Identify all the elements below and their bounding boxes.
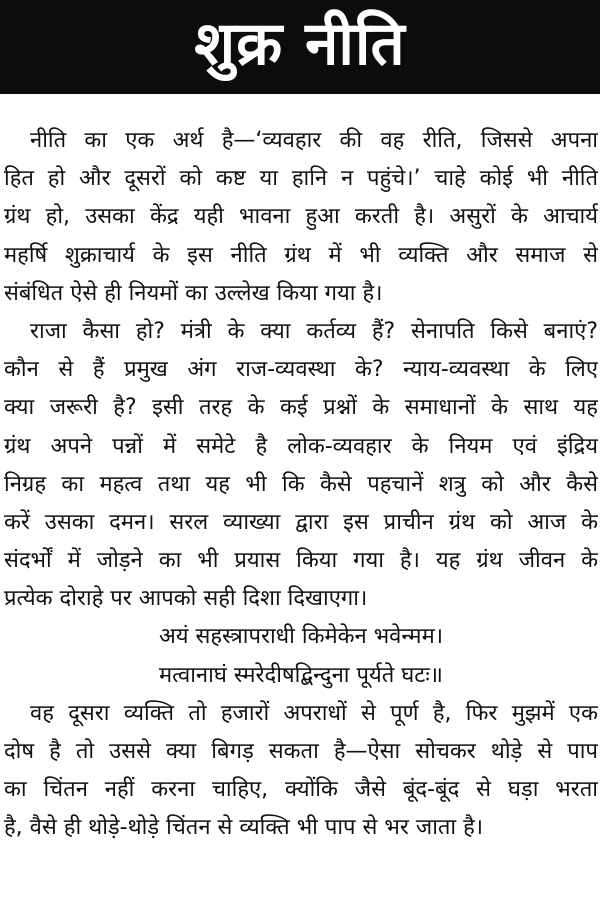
text-line: ग्रंथ अपने पन्नों में समेटे है लोक-व्यवहार के नियम एवं इंद्रिय <box>4 433 598 459</box>
text-line: संबंधित ऐसे ही नियमों का उल्लेख किया गया है। <box>4 280 383 306</box>
text-line: हित हो और दूसरों को कष्ट या हानि न पहुंचे।’ चाहे कोई भी नीति <box>4 166 598 192</box>
verse-line: अयं सहस्त्रापराधी किमेकेन भवेन्मम। <box>158 624 444 650</box>
title-bar <box>0 0 600 94</box>
text-line: कौन से हैं प्रमुख अंग राज-व्यवस्था के? न्याय-व्यवस्था के लिए <box>4 357 598 383</box>
text-line: वह दूसरा व्यक्ति तो हजारों अपराधों से पूर्ण है, फिर मुझमें एक <box>30 700 598 726</box>
text-line: दोष है तो उससे क्या बिगड़ सकता है—ऐसा सोचकर थोड़े से पाप <box>4 739 598 764</box>
text-line: निग्रह का महत्व तथा यह भी कि कैसे पहचानें शत्रु को और कैसे <box>4 471 598 497</box>
verse-line: मत्वानाघं स्मरेदीषद्बिन्दुना पूर्यते घटः॥ <box>159 662 443 688</box>
page-title: शुक्र नीति <box>194 9 406 79</box>
text-line: राजा कैसा हो? मंत्री के क्या कर्तव्य हैं? सेनापति किसे बनाएं? <box>30 318 598 344</box>
text-line: करें उसका दमन। सरल व्याख्या द्वारा इस प्राचीन ग्रंथ को आज के <box>4 509 598 535</box>
body-text <box>4 122 598 848</box>
paragraph-intro <box>4 122 598 313</box>
sanskrit-verse <box>4 618 598 694</box>
text-line: संदर्भों में जोड़ने का भी प्रयास किया गया है। यह ग्रंथ जीवन के <box>4 548 598 574</box>
text-line: महर्षि शुक्राचार्य के इस नीति ग्रंथ में भी व्यक्ति और समाज से <box>4 242 598 268</box>
paragraph-explanation <box>4 695 598 848</box>
text-line: क्या जरूरी है? इसी तरह के कई प्रश्नों के समाधानों के साथ यह <box>4 395 598 421</box>
text-line: का चिंतन नहीं करना चाहिए, क्योंकि जैसे बूंद-बूंद से घड़ा भरता <box>4 777 598 803</box>
text-line: है, वैसे ही थोड़े-थोड़े चिंतन से व्यक्ति भी पाप से भर जाता है। <box>4 815 484 841</box>
text-line: ग्रंथ हो, उसका केंद्र यही भावना हुआ करती है। असुरों के आचार्य <box>4 204 598 230</box>
text-line: नीति का एक अर्थ है—‘व्यवहार की वह रीति, जिससे अपना <box>30 128 598 153</box>
text-line: प्रत्येक दोराहे पर आपको सही दिशा दिखाएगा। <box>4 586 368 612</box>
paragraph-questions <box>4 313 598 619</box>
